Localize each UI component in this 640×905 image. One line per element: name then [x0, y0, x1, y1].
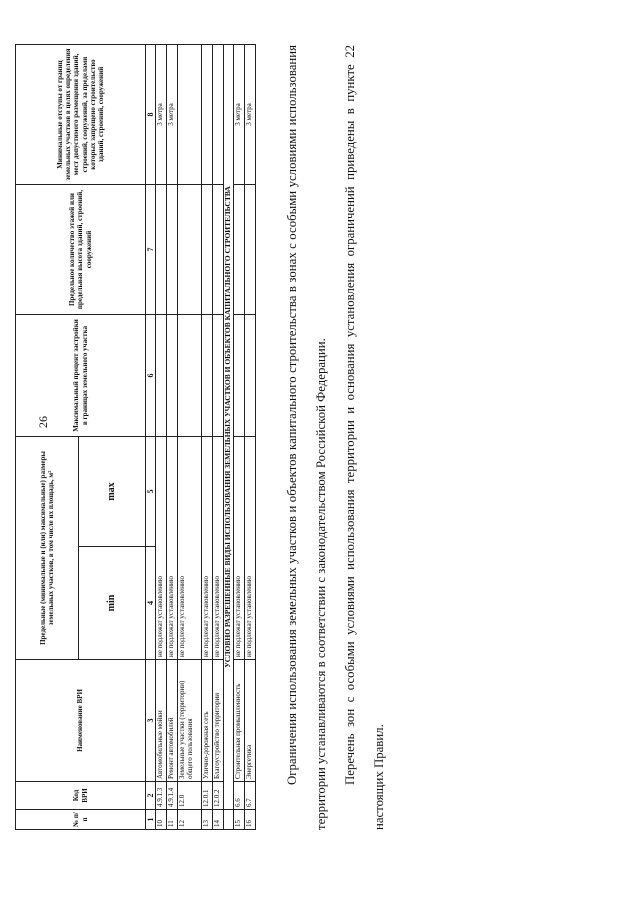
header-setback: Минимальные отступы от границ земельных участков в целях определения мест допустимого размещения зданий, строений, сооружений, за пределами которых запрещено строительство зданий, строений, сооружений [16, 45, 146, 185]
col-number: 8 [146, 45, 156, 185]
col-number: 5 [146, 437, 156, 547]
row-floors [156, 185, 167, 315]
col-number: 7 [146, 185, 156, 315]
header-percent: Максимальный процент застройки в границах земельного участка [16, 315, 146, 437]
row-no: 12 [178, 810, 202, 830]
row-percent [156, 315, 167, 437]
row-size: не подлежат установлению [213, 437, 224, 660]
col-number: 6 [146, 315, 156, 437]
row-no: 14 [213, 810, 224, 830]
row-name: Улично-дорожная сеть [202, 660, 213, 782]
table-row [167, 45, 178, 830]
header-floors: Предельное количество этажей или предельная высота зданий, строений, сооружений [16, 185, 146, 315]
table-row [245, 45, 256, 830]
row-code: 6.6 [234, 782, 245, 810]
row-size: не подлежат установлению [167, 437, 178, 660]
row-setback [202, 45, 213, 185]
header-row-1 [16, 45, 79, 830]
header-name: Наименование ВРИ [16, 660, 146, 782]
col-number: 3 [146, 660, 156, 782]
col-number: 2 [146, 782, 156, 810]
row-setback [178, 45, 202, 185]
section-row [224, 45, 234, 830]
row-code: 12.0.1 [202, 782, 213, 810]
header-code: Код ВРИ [16, 782, 146, 810]
row-floors [202, 185, 213, 315]
page-number: 26 [36, 416, 50, 428]
table-row [178, 45, 202, 830]
row-setback: 3 метра [167, 45, 178, 185]
row-name: Земельные участки (территории) общего пользования [178, 660, 202, 782]
row-floors [245, 185, 256, 315]
row-no: 10 [156, 810, 167, 830]
header-min: min [79, 547, 146, 660]
table-row [213, 45, 224, 830]
row-size: не подлежат установлению [245, 437, 256, 660]
row-floors [178, 185, 202, 315]
rotated-page-content [15, 30, 394, 845]
row-size: не подлежат установлению [156, 437, 167, 660]
row-percent [202, 315, 213, 437]
row-size: не подлежат установлению [202, 437, 213, 660]
section-spacer [224, 810, 234, 830]
row-no: 13 [202, 810, 213, 830]
row-code: 6.7 [245, 782, 256, 810]
row-percent [167, 315, 178, 437]
header-no: № п/п [16, 810, 146, 830]
column-number-row [146, 45, 156, 830]
row-code: 4.9.1.4 [167, 782, 178, 810]
paragraph: Перечень зон с особыми условиями использования территории и основания установления ограничений приведены в пункте 22 настоящих Правил. [343, 45, 387, 830]
header-size-group: Предельные (минимальные и (или) максимальные) размеры земельных участков, в том числе их площадь, м² [16, 437, 79, 660]
col-number: 1 [146, 810, 156, 830]
section-title: УСЛОВНО РАЗРЕШЕННЫЕ ВИДЫ ИСПОЛЬЗОВАНИЯ ЗЕМЕЛЬНЫХ УЧАСТКОВ И ОБЪЕКТОВ КАПИТАЛЬНОГО СТРОИТЕЛЬСТВА [224, 45, 234, 810]
table-row [202, 45, 213, 830]
body-text [278, 45, 394, 830]
row-percent [245, 315, 256, 437]
row-no: 15 [234, 810, 245, 830]
row-floors [234, 185, 245, 315]
row-code: 4.9.1.3 [156, 782, 167, 810]
row-percent [213, 315, 224, 437]
row-no: 11 [167, 810, 178, 830]
row-percent [178, 315, 202, 437]
row-name: Ремонт автомобилей [167, 660, 178, 782]
row-name: Автомобильные мойки [156, 660, 167, 782]
row-percent [234, 315, 245, 437]
row-code: 12.0 [178, 782, 202, 810]
paragraph: Ограничения использования земельных участков и объектов капитального строительства в зонах с особыми условиями использования территории устанавливаются в соответствии с законодательством Российской Федерации. [285, 45, 329, 830]
table-row [156, 45, 167, 830]
restrictions-table [15, 44, 256, 830]
row-setback: 3 метра [234, 45, 245, 185]
row-floors [167, 185, 178, 315]
row-code: 12.0.2 [213, 782, 224, 810]
table-row [234, 45, 245, 830]
row-name: Благоустройство территории [213, 660, 224, 782]
row-floors [213, 185, 224, 315]
col-number: 4 [146, 547, 156, 660]
row-no: 16 [245, 810, 256, 830]
row-setback: 3 метра [245, 45, 256, 185]
row-setback [213, 45, 224, 185]
row-name: Энергетика [245, 660, 256, 782]
row-name: Строительная промышленность [234, 660, 245, 782]
row-size: не подлежат установлению [178, 437, 202, 660]
row-setback: 3 метра [156, 45, 167, 185]
row-size: не подлежат установлению [234, 437, 245, 660]
header-max: max [79, 437, 146, 547]
